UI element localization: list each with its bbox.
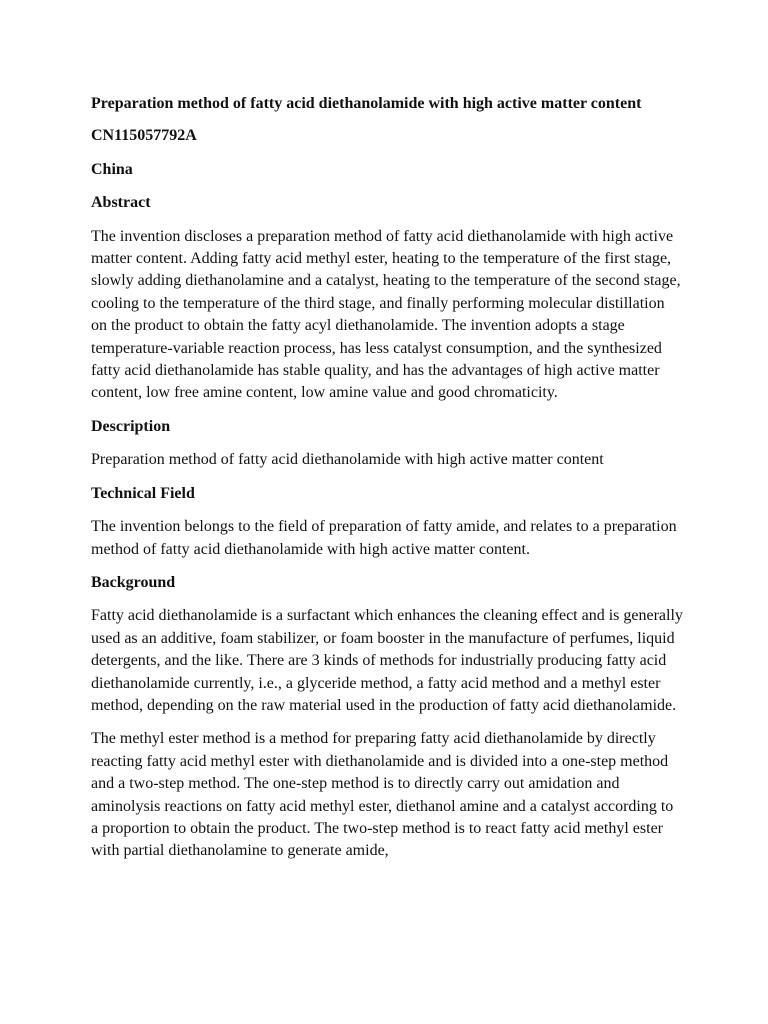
abstract-text: The invention discloses a preparation method of fatty acid diethanolamide with high active matter content. Adding fatty acid methyl ester, heating to the temperature of the first stage, slowly adding diethanolamine and a catalyst, heating to the temperature of the second stage, cooling to the temperature of the third stage, and finally performing molecular distillation on the product to obtain the fatty acyl diethanolamide. The invention adopts a stage temperature-variable reaction process, has less catalyst consumption, and the synthesized fatty acid diethanolamide has stable quality, and has the advantages of high active matter content, low free amine content, low amine value and good chromaticity. [91,227,681,402]
publication-number: CN115057792A [91,127,197,145]
description-heading: Description [91,417,171,435]
technical-field-text: The invention belongs to the field of preparation of fatty amide, and relates to a preparation method of fatty acid diethanolamide with high active matter content. [91,518,677,558]
document-page [91,93,683,874]
abstract-heading: Abstract [91,194,151,212]
document-title: Preparation method of fatty acid diethanolamide with high active matter content [91,95,642,112]
background-paragraph: Fatty acid diethanolamide is a surfactant which enhances the cleaning effect and is generally used as an additive, foam stabilizer, or foam booster in the manufacture of perfumes, liquid detergents, and the like. There are 3 kinds of methods for industrially producing fatty acid diethanolamide currently, i.e., a glyceride method, a fatty acid method and a methyl ester method, depending on the raw material used in the production of fatty acid diethanolamide. [91,607,683,714]
background-paragraph: The methyl ester method is a method for preparing fatty acid diethanolamide by directly reacting fatty acid methyl ester with diethanolamide and is divided into a one-step method and a two-step method. The one-step method is to directly carry out amidation and aminolysis reactions on fatty acid methyl ester, diethanol amine and a catalyst according to a proportion to obtain the product. The two-step method is to react fatty acid methyl ester with partial diethanolamine to generate amide, [91,730,674,860]
background-heading: Background [91,573,176,591]
technical-field-heading: Technical Field [91,484,195,502]
country: China [91,160,133,178]
description-text: Preparation method of fatty acid diethanolamide with high active matter content [91,451,604,469]
